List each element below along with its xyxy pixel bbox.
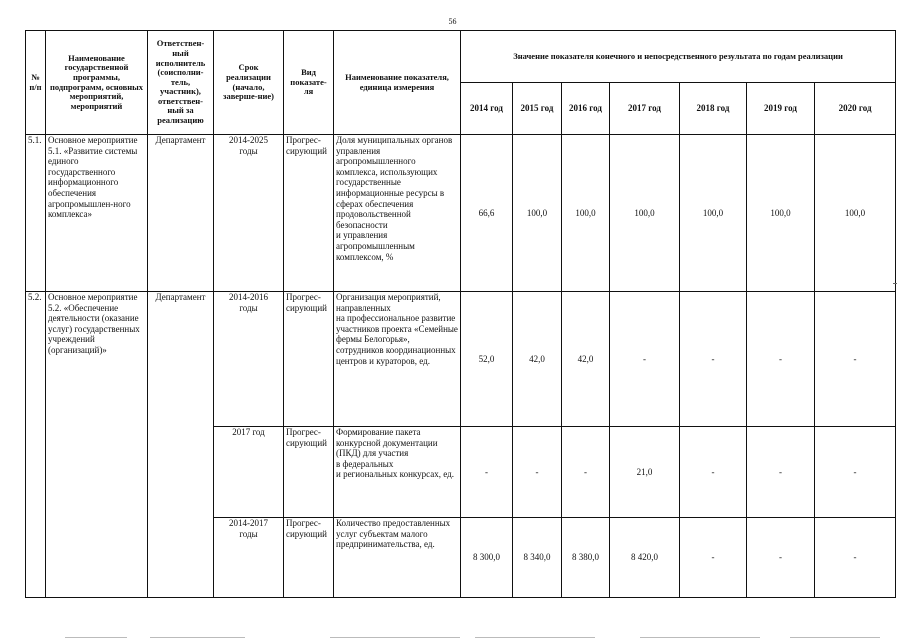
row-value: - [747, 518, 815, 598]
row-num: 5.1. [26, 135, 46, 292]
edge-mark [893, 283, 897, 284]
row-value: 42,0 [562, 292, 610, 427]
row-program: Основное мероприятие 5.1. «Развитие системы единого государственного информационного обеспечения агропромышлен-ного комплекса» [46, 135, 148, 292]
row-period: 2017 год [214, 427, 284, 518]
scan-edge-line [330, 637, 460, 638]
col-header-period: Срок реализации (начало, заверше-ние) [214, 31, 284, 135]
col-header-year: 2017 год [610, 83, 680, 135]
indicators-table [25, 30, 896, 598]
row-value: 100,0 [610, 135, 680, 292]
scan-edge-line [790, 637, 880, 638]
row-period: 2014-2025 годы [214, 135, 284, 292]
row-value: 8 300,0 [461, 518, 513, 598]
row-type: Прогрес-сирующий [284, 518, 334, 598]
row-value: 8 420,0 [610, 518, 680, 598]
row-value: 100,0 [513, 135, 562, 292]
row-indicator: Формирование пакета конкурсной документации (ПКД) для участия в федеральных и региональных конкурсах, ед. [334, 427, 461, 518]
row-indicator: Количество предоставленных услуг субъектам малого предпринимательства, ед. [334, 518, 461, 598]
col-header-year: 2019 год [747, 83, 815, 135]
scan-edge-line [640, 637, 760, 638]
row-num: 5.2. [26, 292, 46, 598]
row-value: - [815, 292, 896, 427]
row-indicator: Доля муниципальных органов управления агропромышленного комплекса, использующих государственные информационные ресурсы в сферах обеспечения продовольственной безопасности и управления агропромышленным комплексом, % [334, 135, 461, 292]
row-value: 8 340,0 [513, 518, 562, 598]
col-header-type: Вид показате-ля [284, 31, 334, 135]
scan-edge-line [475, 637, 595, 638]
row-value: - [680, 427, 747, 518]
row-period: 2014-2016 годы [214, 292, 284, 427]
row-value: 8 380,0 [562, 518, 610, 598]
col-header-year: 2015 год [513, 83, 562, 135]
row-value: - [747, 427, 815, 518]
col-header-executor: Ответствен-ный исполнитель (соисполни-тель, участник), ответствен-ный за реализацию [148, 31, 214, 135]
row-value: - [610, 292, 680, 427]
row-value: 42,0 [513, 292, 562, 427]
scan-edge-line [150, 637, 245, 638]
row-value: 66,6 [461, 135, 513, 292]
row-executor: Департамент [148, 135, 214, 292]
row-value: - [461, 427, 513, 518]
col-header-num: № п/п [26, 31, 46, 135]
row-indicator: Организация мероприятий, направленных на профессиональное развитие участников проекта «Семейные фермы Белогорья», сотрудников координационных центров и кураторов, ед. [334, 292, 461, 427]
row-value: - [747, 292, 815, 427]
row-value: 21,0 [610, 427, 680, 518]
row-value: - [562, 427, 610, 518]
col-header-indicator: Наименование показателя, единица измерения [334, 31, 461, 135]
row-type: Прогрес-сирующий [284, 292, 334, 427]
col-header-year: 2014 год [461, 83, 513, 135]
row-type: Прогрес-сирующий [284, 135, 334, 292]
row-value: 100,0 [747, 135, 815, 292]
row-value: 100,0 [680, 135, 747, 292]
col-header-year: 2016 год [562, 83, 610, 135]
table-row [26, 135, 896, 292]
table-row [26, 292, 896, 427]
row-value: 100,0 [562, 135, 610, 292]
row-value: - [815, 518, 896, 598]
col-header-year: 2018 год [680, 83, 747, 135]
page-number: 56 [448, 17, 457, 26]
row-type: Прогрес-сирующий [284, 427, 334, 518]
row-value: - [680, 518, 747, 598]
row-value: - [815, 427, 896, 518]
col-header-program: Наименование государственной программы, подпрограмм, основных мероприятий, мероприятий [46, 31, 148, 135]
col-header-values-group: Значение показателя конечного и непосредственного результата по годам реализации [461, 31, 896, 83]
row-program: Основное мероприятие 5.2. «Обеспечение деятельности (оказание услуг) государственных учреждений (организаций)» [46, 292, 148, 598]
row-value: 52,0 [461, 292, 513, 427]
row-value: - [680, 292, 747, 427]
row-value: 100,0 [815, 135, 896, 292]
row-value: - [513, 427, 562, 518]
row-executor: Департамент [148, 292, 214, 598]
col-header-year: 2020 год [815, 83, 896, 135]
scan-edge-line [65, 637, 127, 638]
row-period: 2014-2017 годы [214, 518, 284, 598]
